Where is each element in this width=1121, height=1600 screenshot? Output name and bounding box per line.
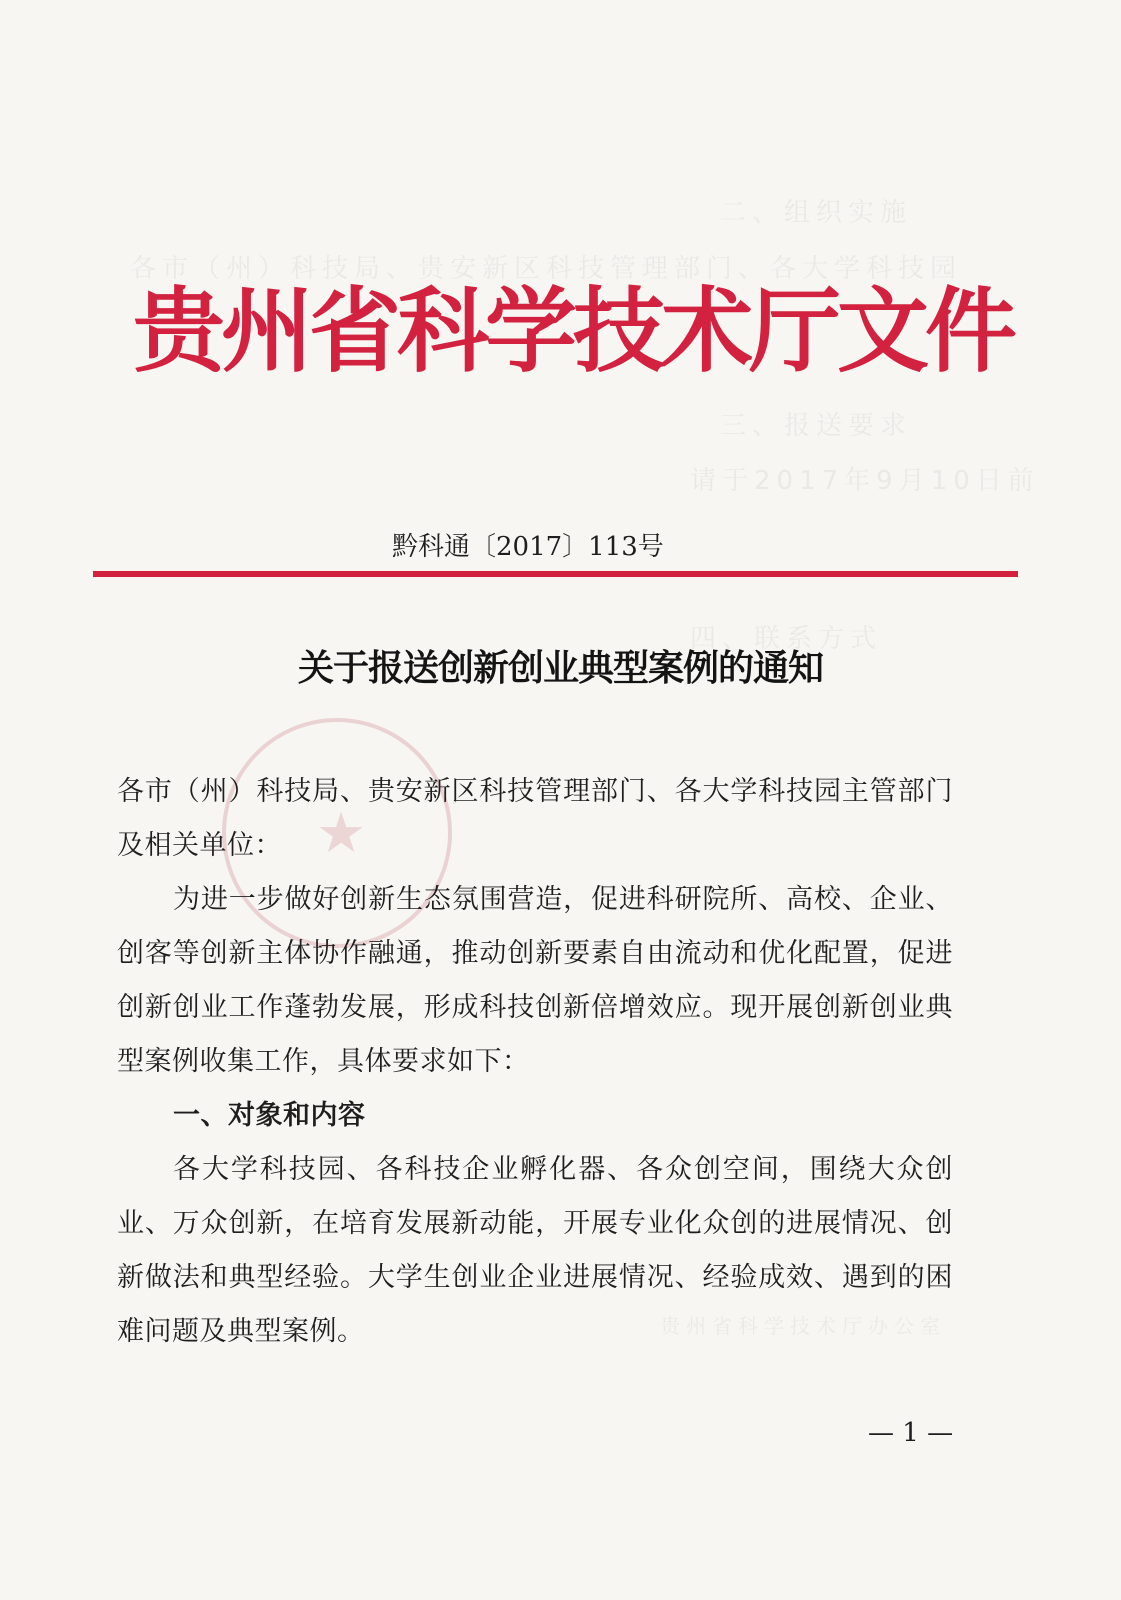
show-through-text: 各市（州）科技局、贵安新区科技管理部门、各大学科技园 <box>130 254 963 284</box>
notice-body <box>117 765 953 1359</box>
notice-title: 关于报送创新创业典型案例的通知 <box>297 647 823 689</box>
red-separator-line <box>93 571 1018 577</box>
show-through-text: 四、联系方式 <box>690 624 883 654</box>
agency-header-title: 贵州省科学技术厅文件 <box>133 278 1014 385</box>
body-paragraph: 为进一步做好创新生态氛围营造，促进科研院所、高校、企业、创客等创新主体协作融通，推动创新要素自由流动和优化配置，促进创新创业工作蓬勃发展，形成科技创新倍增效应。现开展创新创业典型案例收集工作，具体要求如下： <box>117 884 953 1077</box>
recipients-line: 各市（州）科技局、贵安新区科技管理部门、各大学科技园主管部门及相关单位： <box>117 776 953 861</box>
body-paragraph: 各大学科技园、各科技企业孵化器、各众创空间，围绕大众创业、万众创新，在培育发展新动能，开展专业化众创的进展情况、创新做法和典型经验。大学生创业企业进展情况、经验成效、遇到的困难问题及典型案例。 <box>117 1154 953 1347</box>
show-through-text: 三、报送要求 <box>720 411 913 441</box>
section-heading: 一、对象和内容 <box>173 1100 366 1131</box>
document-number: 黔科通〔2017〕113号 <box>392 532 664 562</box>
show-through-text: 二、组织实施 <box>720 198 913 228</box>
seal-star-icon: ★ <box>316 801 367 866</box>
show-through-text: 贵州省科学技术厅办公室 <box>660 1314 946 1338</box>
page-number: — 1 — <box>868 1418 954 1448</box>
show-through-text: 请于2017年9月10日前 <box>690 466 1040 496</box>
